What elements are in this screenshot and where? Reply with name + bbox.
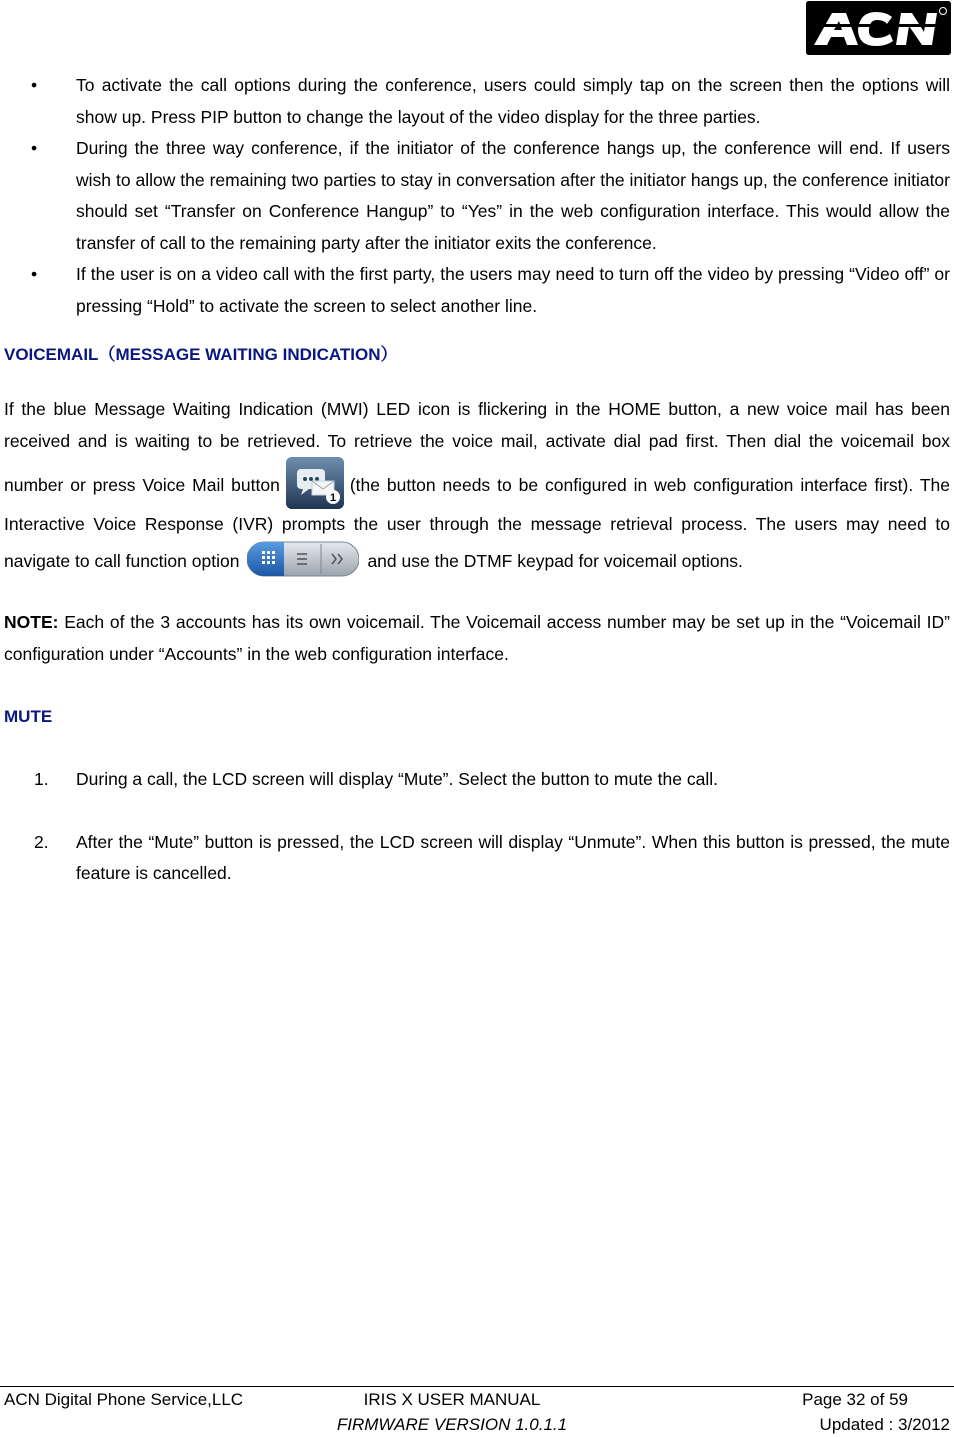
bullet-list: [4, 70, 950, 322]
voicemail-icon: [286, 457, 344, 509]
bullet-dot: •: [31, 264, 38, 284]
voicemail-paragraph: If the blue Message Waiting Indication (MWI) LED icon is flickering in the HOME button, a new voice mail has been received and is waiting to be retrieved. To retrieve the voice mail, activate dial pad first. Then dial the voicemail box number or press Voice Mail button 1 (the button needs to be configured in web configuration interface first). The Interactive Voice Response (IVR) prompts the user through the message retrieval process. The users may need to navigate to call function option and use the DTMF keypad for voicemail options.: [4, 394, 950, 577]
footer-company: ACN Digital Phone Service,LLC: [4, 1390, 244, 1409]
list-item: • During the three way conference, if the initiator of the conference hangs up, the conference will end. If users wish to allow the remaining two parties to stay in conversation after the initiator hangs up, the conference initiator should set “Transfer on Conference Hangup” to “Yes” in the web configuration interface. This would allow the transfer of call to the remaining party after the initiator exits the conference.: [4, 133, 950, 259]
footer-manual-title: IRIS X USER MANUAL: [363, 1390, 541, 1409]
call-function-option-icon[interactable]: [247, 541, 359, 577]
footer-firmware-version: FIRMWARE VERSION 1.0.1.1: [336, 1415, 568, 1434]
footer-updated-date: Updated : 3/2012: [819, 1415, 950, 1434]
acn-logo: [806, 1, 951, 55]
list-item: • To activate the call options during the conference, users could simply tap on the screen then the options will show up. Press PIP button to change the layout of the video display for the three parties.: [4, 70, 950, 133]
list-item: 2. After the “Mute” button is pressed, the LCD screen will display “Unmute”. When this button is pressed, the mute feature is cancelled.: [4, 827, 950, 890]
note-paragraph: NOTE: Each of the 3 accounts has its own voicemail. The Voicemail access number may be set up in the “Voicemail ID” configuration under “Accounts” in the web configuration interface.: [4, 612, 950, 664]
page-footer: [0, 1386, 954, 1437]
bullet-dot: •: [31, 138, 38, 158]
note-label: NOTE:: [4, 612, 59, 632]
step-number: 2.: [34, 831, 49, 852]
section-heading-mute: MUTE: [4, 707, 53, 726]
voicemail-button-icon[interactable]: [286, 457, 344, 509]
section-heading-voicemail: VOICEMAIL（MESSAGE WAITING INDICATION）: [4, 345, 398, 364]
mute-steps-list: [4, 764, 950, 890]
step-number: 1.: [34, 769, 49, 789]
acn-logo-mark: [806, 1, 951, 55]
bullet-dot: •: [31, 75, 38, 95]
footer-page-number: Page 32 of 59: [802, 1390, 908, 1409]
list-item: 1. During a call, the LCD screen will display “Mute”. Select the button to mute the call.: [4, 764, 950, 796]
voicemail-badge: 1: [329, 492, 336, 504]
page-content: [4, 70, 950, 890]
call-function-bar-icon: [247, 541, 359, 577]
list-item: • If the user is on a video call with the first party, the users may need to turn off the video by pressing “Video off” or pressing “Hold” to activate the screen to select another line.: [4, 259, 950, 322]
